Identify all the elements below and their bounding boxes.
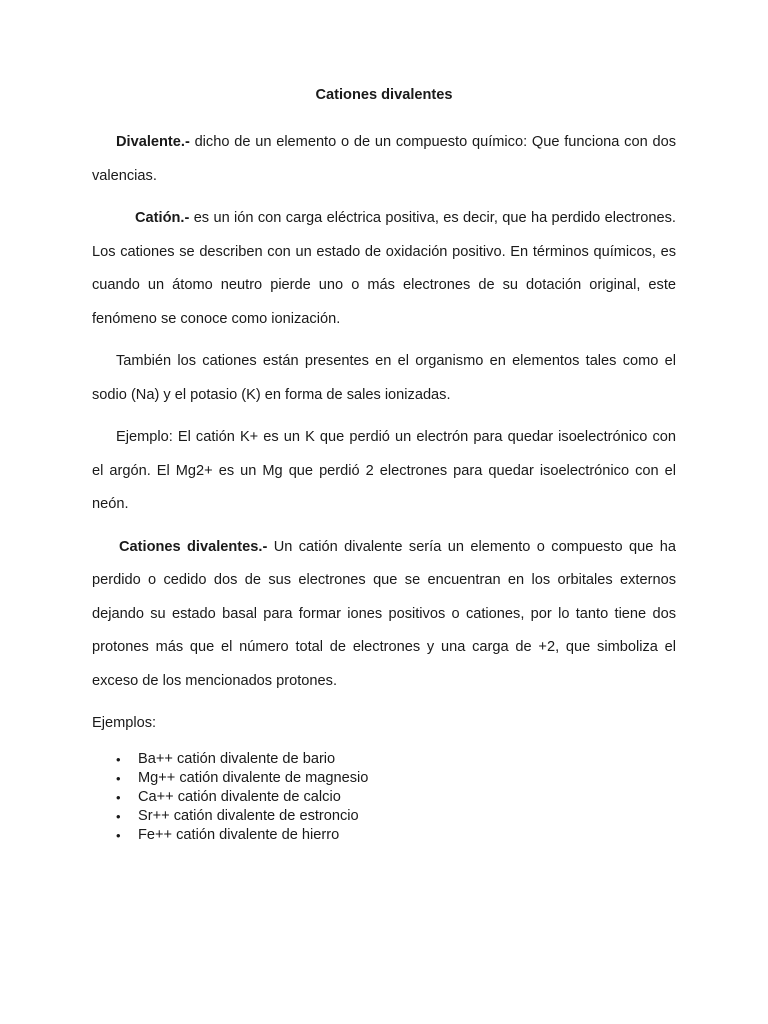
paragraph-cationes-divalentes bbox=[92, 531, 676, 699]
bullet-icon: • bbox=[116, 751, 121, 767]
list-item bbox=[92, 750, 676, 769]
list-item bbox=[92, 826, 676, 845]
paragraph-text: También los cationes están presentes en el organismo en elementos tales como el sodio (Na) y el potasio (K) en forma de sales ionizadas. bbox=[92, 353, 676, 403]
list-item-text: Fe++ catión divalente de hierro bbox=[138, 826, 340, 843]
document-body bbox=[92, 84, 676, 845]
list-item bbox=[92, 788, 676, 807]
paragraph-text: Un catión divalente sería un elemento o compuesto que ha perdido o cedido dos de sus electrones que se encuentran en los orbitales externos dejando su estado basal para formar iones positivos o cationes, por lo tanto tiene dos protones más que el número total de electrones y una carga de +2, que simboliza el exceso de los mencionados protones. bbox=[92, 538, 677, 689]
list-item bbox=[92, 807, 676, 826]
paragraph-cation bbox=[92, 202, 676, 336]
list-item-text: Ca++ catión divalente de calcio bbox=[138, 788, 341, 805]
term-cationes-divalentes: Cationes divalentes.- bbox=[119, 538, 268, 555]
paragraph-text: es un ión con carga eléctrica positiva, es decir, que ha perdido electrones. Los cationes se describen con un estado de oxidación positivo. En términos químicos, es cuando un átomo neutro pierde uno o más electrones de su dotación original, este fenómeno se conoce como ionización. bbox=[92, 210, 676, 327]
paragraph-divalente bbox=[92, 126, 676, 193]
list-item bbox=[92, 769, 676, 788]
bullet-icon: • bbox=[116, 808, 121, 824]
examples-list bbox=[92, 750, 676, 845]
list-item-text: Ba++ catión divalente de bario bbox=[138, 750, 336, 767]
paragraph-text: Ejemplo: El catión K+ es un K que perdió un electrón para quedar isoelectrónico con el argón. El Mg2+ es un Mg que perdió 2 electrones para quedar isoelectrónico con el neón. bbox=[92, 429, 676, 512]
list-item-text: Mg++ catión divalente de magnesio bbox=[138, 769, 369, 786]
term-divalente: Divalente.- bbox=[116, 134, 190, 150]
term-cation: Catión.- bbox=[135, 210, 190, 226]
document-title: Cationes divalentes bbox=[315, 87, 453, 103]
examples-label: Ejemplos: bbox=[92, 715, 157, 731]
list-item-text: Sr++ catión divalente de estroncio bbox=[138, 807, 359, 824]
bullet-icon: • bbox=[116, 789, 121, 805]
paragraph-organismo bbox=[92, 345, 676, 412]
bullet-icon: • bbox=[116, 770, 121, 786]
paragraph-text: dicho de un elemento o de un compuesto químico: Que funciona con dos valencias. bbox=[92, 134, 676, 184]
paragraph-ejemplo bbox=[92, 421, 676, 522]
bullet-icon: • bbox=[116, 827, 121, 843]
